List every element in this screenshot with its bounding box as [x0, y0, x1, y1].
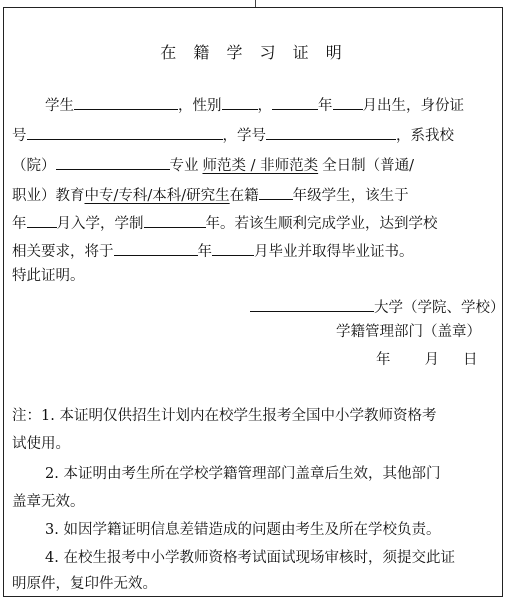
note-1-line-b: 试使用。 [12, 436, 70, 452]
comma-text: ， [257, 98, 272, 114]
education-level-options: 中专/专科/本科/研究生 [84, 188, 230, 204]
enroll-month-label: 月入学，学制 [56, 216, 144, 232]
student-label: 学生 [45, 98, 74, 114]
body-line-4 [12, 184, 409, 206]
duration-label: 年。若该生顺利完成学业，达到学校 [205, 216, 438, 232]
major-label: 专业 [169, 158, 199, 174]
student-number-label: ，学号 [222, 128, 266, 144]
body-line-2 [12, 124, 454, 146]
body-line-1 [45, 94, 464, 116]
gender-field[interactable] [222, 94, 258, 110]
body-line-6 [12, 240, 414, 262]
education-label: 职业）教育 [12, 188, 85, 204]
birth-month-field[interactable] [333, 94, 363, 110]
sign-year-label: 年 [376, 352, 391, 368]
birth-id-label: 月出生，身份证 [362, 98, 464, 114]
body-line-5 [12, 212, 438, 234]
enroll-month-field[interactable] [27, 212, 57, 228]
grade-label: 年级学生，该生于 [292, 188, 409, 204]
duration-field[interactable] [144, 212, 206, 228]
gender-label: ，性别 [178, 98, 222, 114]
sign-month-label: 月 [424, 352, 439, 368]
graduate-label: 月毕业并取得毕业证书。 [254, 244, 414, 260]
birth-year-field[interactable] [272, 94, 318, 110]
note-3-line: 3. 如因学籍证明信息差错造成的问题由考生及所在学校负责。 [45, 522, 441, 538]
note-1-line-a: 注：1. 本证明仅供招生计划内在校学生报考全国中小学教师资格考 [12, 408, 437, 424]
id-number-label: 号 [12, 128, 27, 144]
school-label: ，系我校 [396, 128, 454, 144]
dept-seal-line: 学籍管理部门（盖章） [336, 324, 481, 340]
note-4-line-b: 明原件，复印件无效。 [12, 576, 157, 592]
graduate-month-field[interactable] [212, 240, 254, 256]
school-name-field[interactable] [250, 296, 374, 312]
major-field[interactable] [56, 154, 170, 170]
student-name-field[interactable] [74, 94, 178, 110]
grade-field[interactable] [259, 184, 293, 200]
graduate-intro-label: 相关要求，将于 [12, 244, 114, 260]
note-2-line-a: 2. 本证明由考生所在学校学籍管理部门盖章后生效，其他部门 [45, 466, 441, 482]
student-number-field[interactable] [266, 124, 396, 140]
note-4-line-a: 4. 在校生报考中小学教师资格考试面试现场审核时，须提交此证 [45, 550, 455, 566]
enroll-year-label: 年 [12, 216, 27, 232]
college-label: （院） [12, 158, 56, 174]
note-2-line-b: 盖章无效。 [12, 494, 85, 510]
year-label: 年 [318, 98, 333, 114]
fulltime-label: 全日制（普通/ [322, 158, 414, 174]
school-signature-line [250, 296, 505, 318]
graduate-year-label: 年 [197, 244, 212, 260]
enrolled-label: 在籍 [229, 188, 259, 204]
graduate-year-field[interactable] [114, 240, 198, 256]
teacher-type-options: 师范类 / 非师范类 [202, 158, 319, 174]
body-line-7: 特此证明。 [12, 268, 85, 284]
id-number-field[interactable] [27, 124, 223, 140]
sign-day-label: 日 [463, 352, 478, 368]
school-suffix-label: 大学（学院、学校） [374, 300, 505, 316]
certificate-title: 在 籍 学 习 证 明 [160, 43, 348, 62]
body-line-3 [12, 154, 414, 176]
sign-date-line [376, 350, 478, 370]
